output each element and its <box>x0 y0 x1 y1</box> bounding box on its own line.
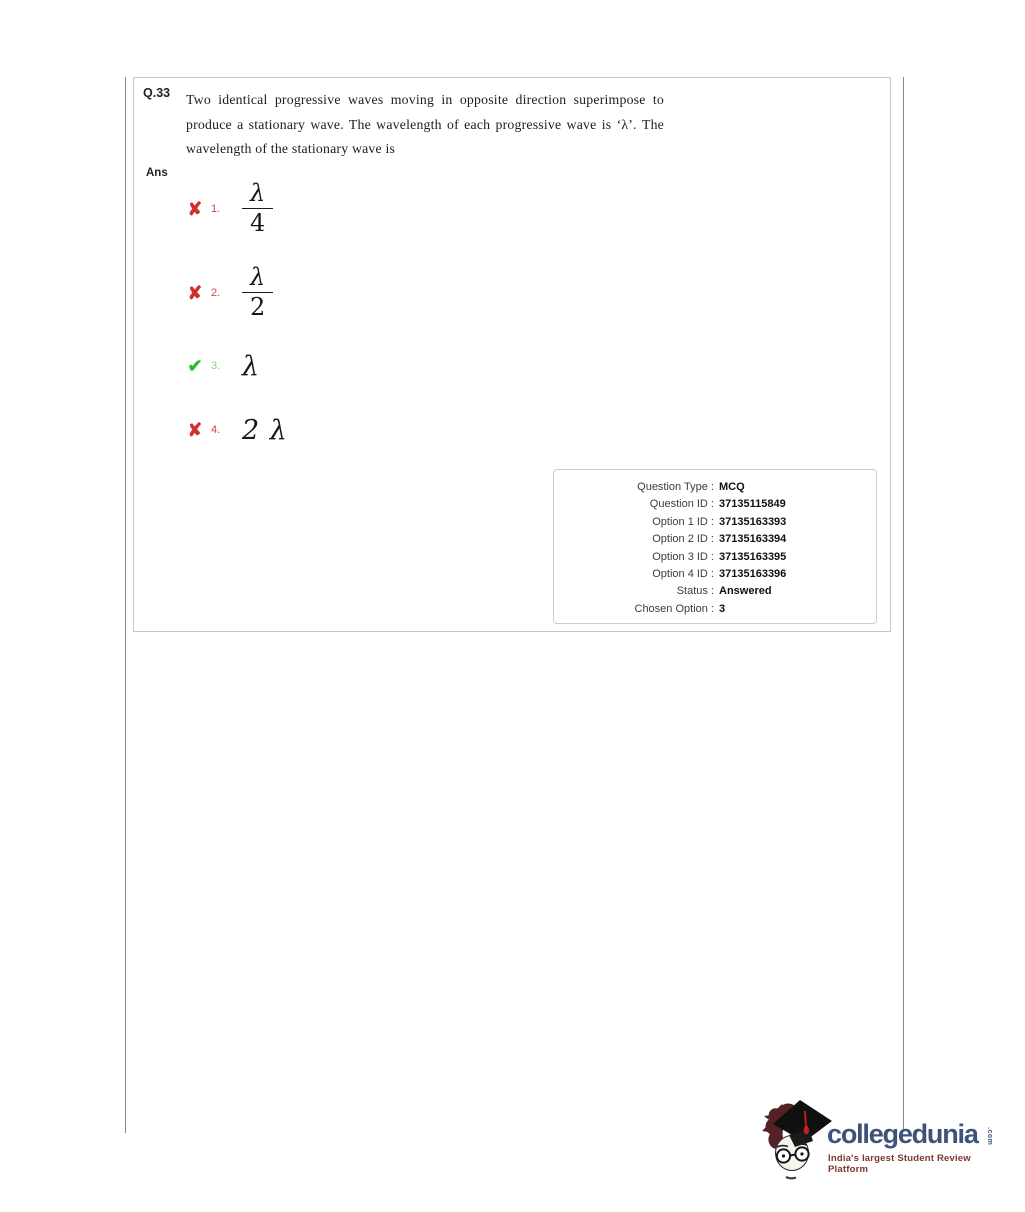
metadata-label: Option 4 ID : <box>652 568 714 581</box>
metadata-label: Option 1 ID : <box>652 515 714 528</box>
collegedunia-mascot-icon <box>762 1098 834 1182</box>
metadata-row <box>554 549 876 566</box>
metadata-value: 37135115849 <box>719 498 786 511</box>
metadata-value: 37135163393 <box>719 515 787 528</box>
question-text-line: produce a stationary wave. The wavelength of each progressive wave is ‘λ’. The <box>186 116 664 132</box>
metadata-row <box>554 514 876 531</box>
fraction-denominator: 4 <box>242 208 273 238</box>
option-formula: 2 λ <box>242 414 288 446</box>
option-row-4 <box>184 410 288 450</box>
question-text-line: wavelength of the stationary wave is <box>186 141 396 156</box>
option-formula <box>242 264 273 321</box>
logo-domain-suffix: .com <box>986 1127 993 1146</box>
option-row-3 <box>184 348 260 384</box>
metadata-row <box>554 566 876 583</box>
metadata-value: Answered <box>719 585 772 598</box>
option-number: 4. <box>211 424 221 436</box>
option-row-2 <box>184 260 273 326</box>
metadata-label: Option 3 ID : <box>652 550 714 563</box>
fraction-denominator: 2 <box>242 292 273 322</box>
metadata-label: Option 2 ID : <box>652 533 714 546</box>
metadata-value: 37135163394 <box>719 533 787 546</box>
metadata-value: 3 <box>719 602 726 615</box>
option-formula <box>242 180 273 237</box>
question-text-line: Two identical progressive waves moving in opposite direction superimpose to <box>186 92 664 107</box>
metadata-value: 37135163396 <box>719 568 787 581</box>
option-number: 2. <box>211 287 221 299</box>
metadata-row <box>554 496 876 513</box>
check-icon: ✔ <box>187 356 203 376</box>
answer-label: Ans <box>146 167 168 179</box>
page-margin-rule-left <box>125 77 126 1133</box>
metadata-value: 37135163395 <box>719 550 787 563</box>
collegedunia-logo <box>762 1098 1002 1182</box>
option-number: 3. <box>211 360 221 372</box>
metadata-row <box>554 583 876 600</box>
question-text <box>186 88 664 162</box>
logo-tagline: India's largest Student Review Platform <box>828 1153 971 1175</box>
cross-icon: ✘ <box>186 198 204 220</box>
cross-icon: ✘ <box>186 282 204 304</box>
metadata-label: Question ID : <box>649 498 714 511</box>
question-number-label: Q.33 <box>143 86 171 100</box>
logo-wordmark: collegedunia <box>827 1119 978 1149</box>
metadata-row <box>554 531 876 548</box>
page-margin-rule-right <box>903 77 904 1131</box>
fraction-numerator: λ <box>250 179 266 208</box>
option-number: 1. <box>211 203 221 215</box>
option-row-1 <box>184 176 273 242</box>
metadata-row <box>554 479 876 496</box>
metadata-value: MCQ <box>719 481 745 493</box>
metadata-label: Status : <box>676 585 714 598</box>
metadata-row <box>554 601 876 618</box>
fraction-numerator: λ <box>250 263 266 292</box>
metadata-label: Question Type : <box>637 481 714 493</box>
option-formula: λ <box>242 350 261 382</box>
question-metadata-card <box>553 469 877 624</box>
cross-icon: ✘ <box>186 419 204 441</box>
metadata-label: Chosen Option : <box>634 602 714 615</box>
